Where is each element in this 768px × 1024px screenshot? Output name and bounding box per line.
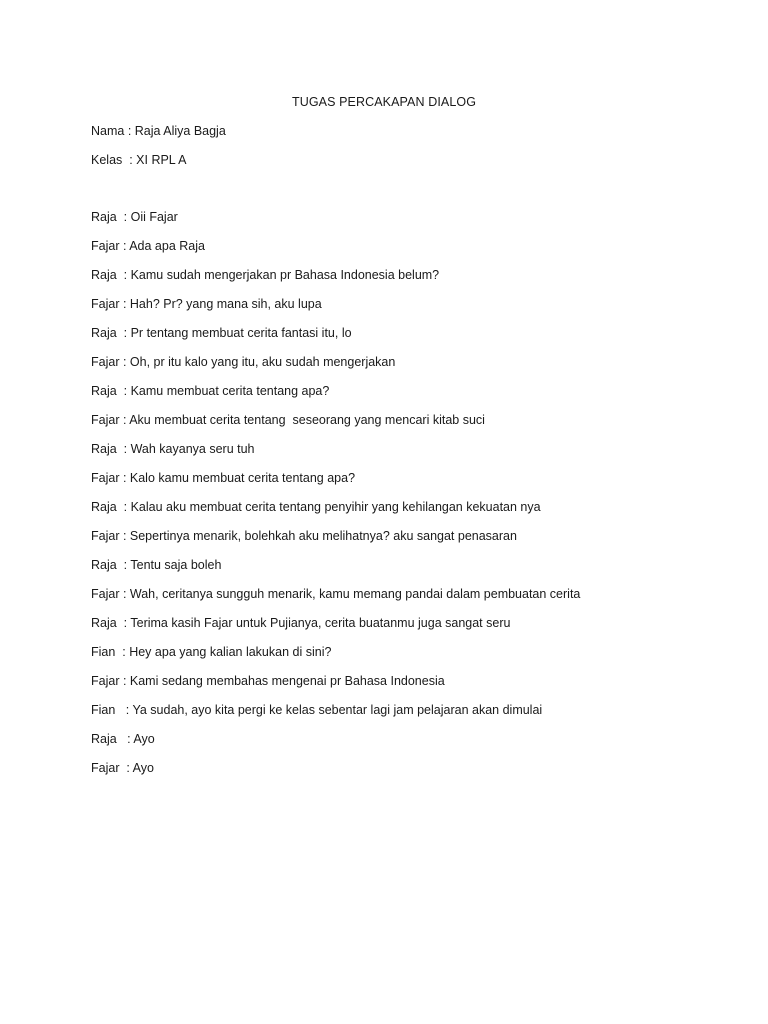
dialog-line: Fajar : Hah? Pr? yang mana sih, aku lupa [91, 297, 322, 311]
dialog-line: Fajar : Kami sedang membahas mengenai pr Bahasa Indonesia [91, 674, 445, 688]
student-name-line: Nama : Raja Aliya Bagja [91, 124, 226, 138]
student-class-line: Kelas : XI RPL A [91, 153, 187, 167]
dialog-line: Fajar : Wah, ceritanya sungguh menarik, kamu memang pandai dalam pembuatan cerita [91, 587, 581, 601]
dialog-line: Raja : Kamu membuat cerita tentang apa? [91, 384, 330, 398]
dialog-line: Fajar : Aku membuat cerita tentang seseorang yang mencari kitab suci [91, 413, 485, 427]
dialog-line: Fajar : Kalo kamu membuat cerita tentang apa? [91, 471, 356, 485]
dialog-line: Raja : Pr tentang membuat cerita fantasi itu, lo [91, 326, 352, 340]
dialog-line: Raja : Tentu saja boleh [91, 558, 222, 572]
dialog-line: Raja : Ayo [91, 732, 155, 746]
dialog-transcript [91, 209, 731, 789]
dialog-line: Fian : Ya sudah, ayo kita pergi ke kelas sebentar lagi jam pelajaran akan dimulai [91, 703, 543, 717]
dialog-line: Fajar : Ada apa Raja [91, 239, 205, 253]
dialog-line: Raja : Terima kasih Fajar untuk Pujianya, cerita buatanmu juga sangat seru [91, 616, 511, 630]
dialog-line: Raja : Kamu sudah mengerjakan pr Bahasa Indonesia belum? [91, 268, 440, 282]
dialog-line: Raja : Wah kayanya seru tuh [91, 442, 255, 456]
dialog-line: Fajar : Sepertinya menarik, bolehkah aku melihatnya? aku sangat penasaran [91, 529, 517, 543]
document-title: TUGAS PERCAKAPAN DIALOG [291, 95, 477, 109]
dialog-line: Raja : Oii Fajar [91, 210, 178, 224]
dialog-line: Fian : Hey apa yang kalian lakukan di sini? [91, 645, 332, 659]
dialog-line: Fajar : Ayo [91, 761, 154, 775]
dialog-line: Fajar : Oh, pr itu kalo yang itu, aku sudah mengerjakan [91, 355, 396, 369]
dialog-line: Raja : Kalau aku membuat cerita tentang penyihir yang kehilangan kekuatan nya [91, 500, 541, 514]
